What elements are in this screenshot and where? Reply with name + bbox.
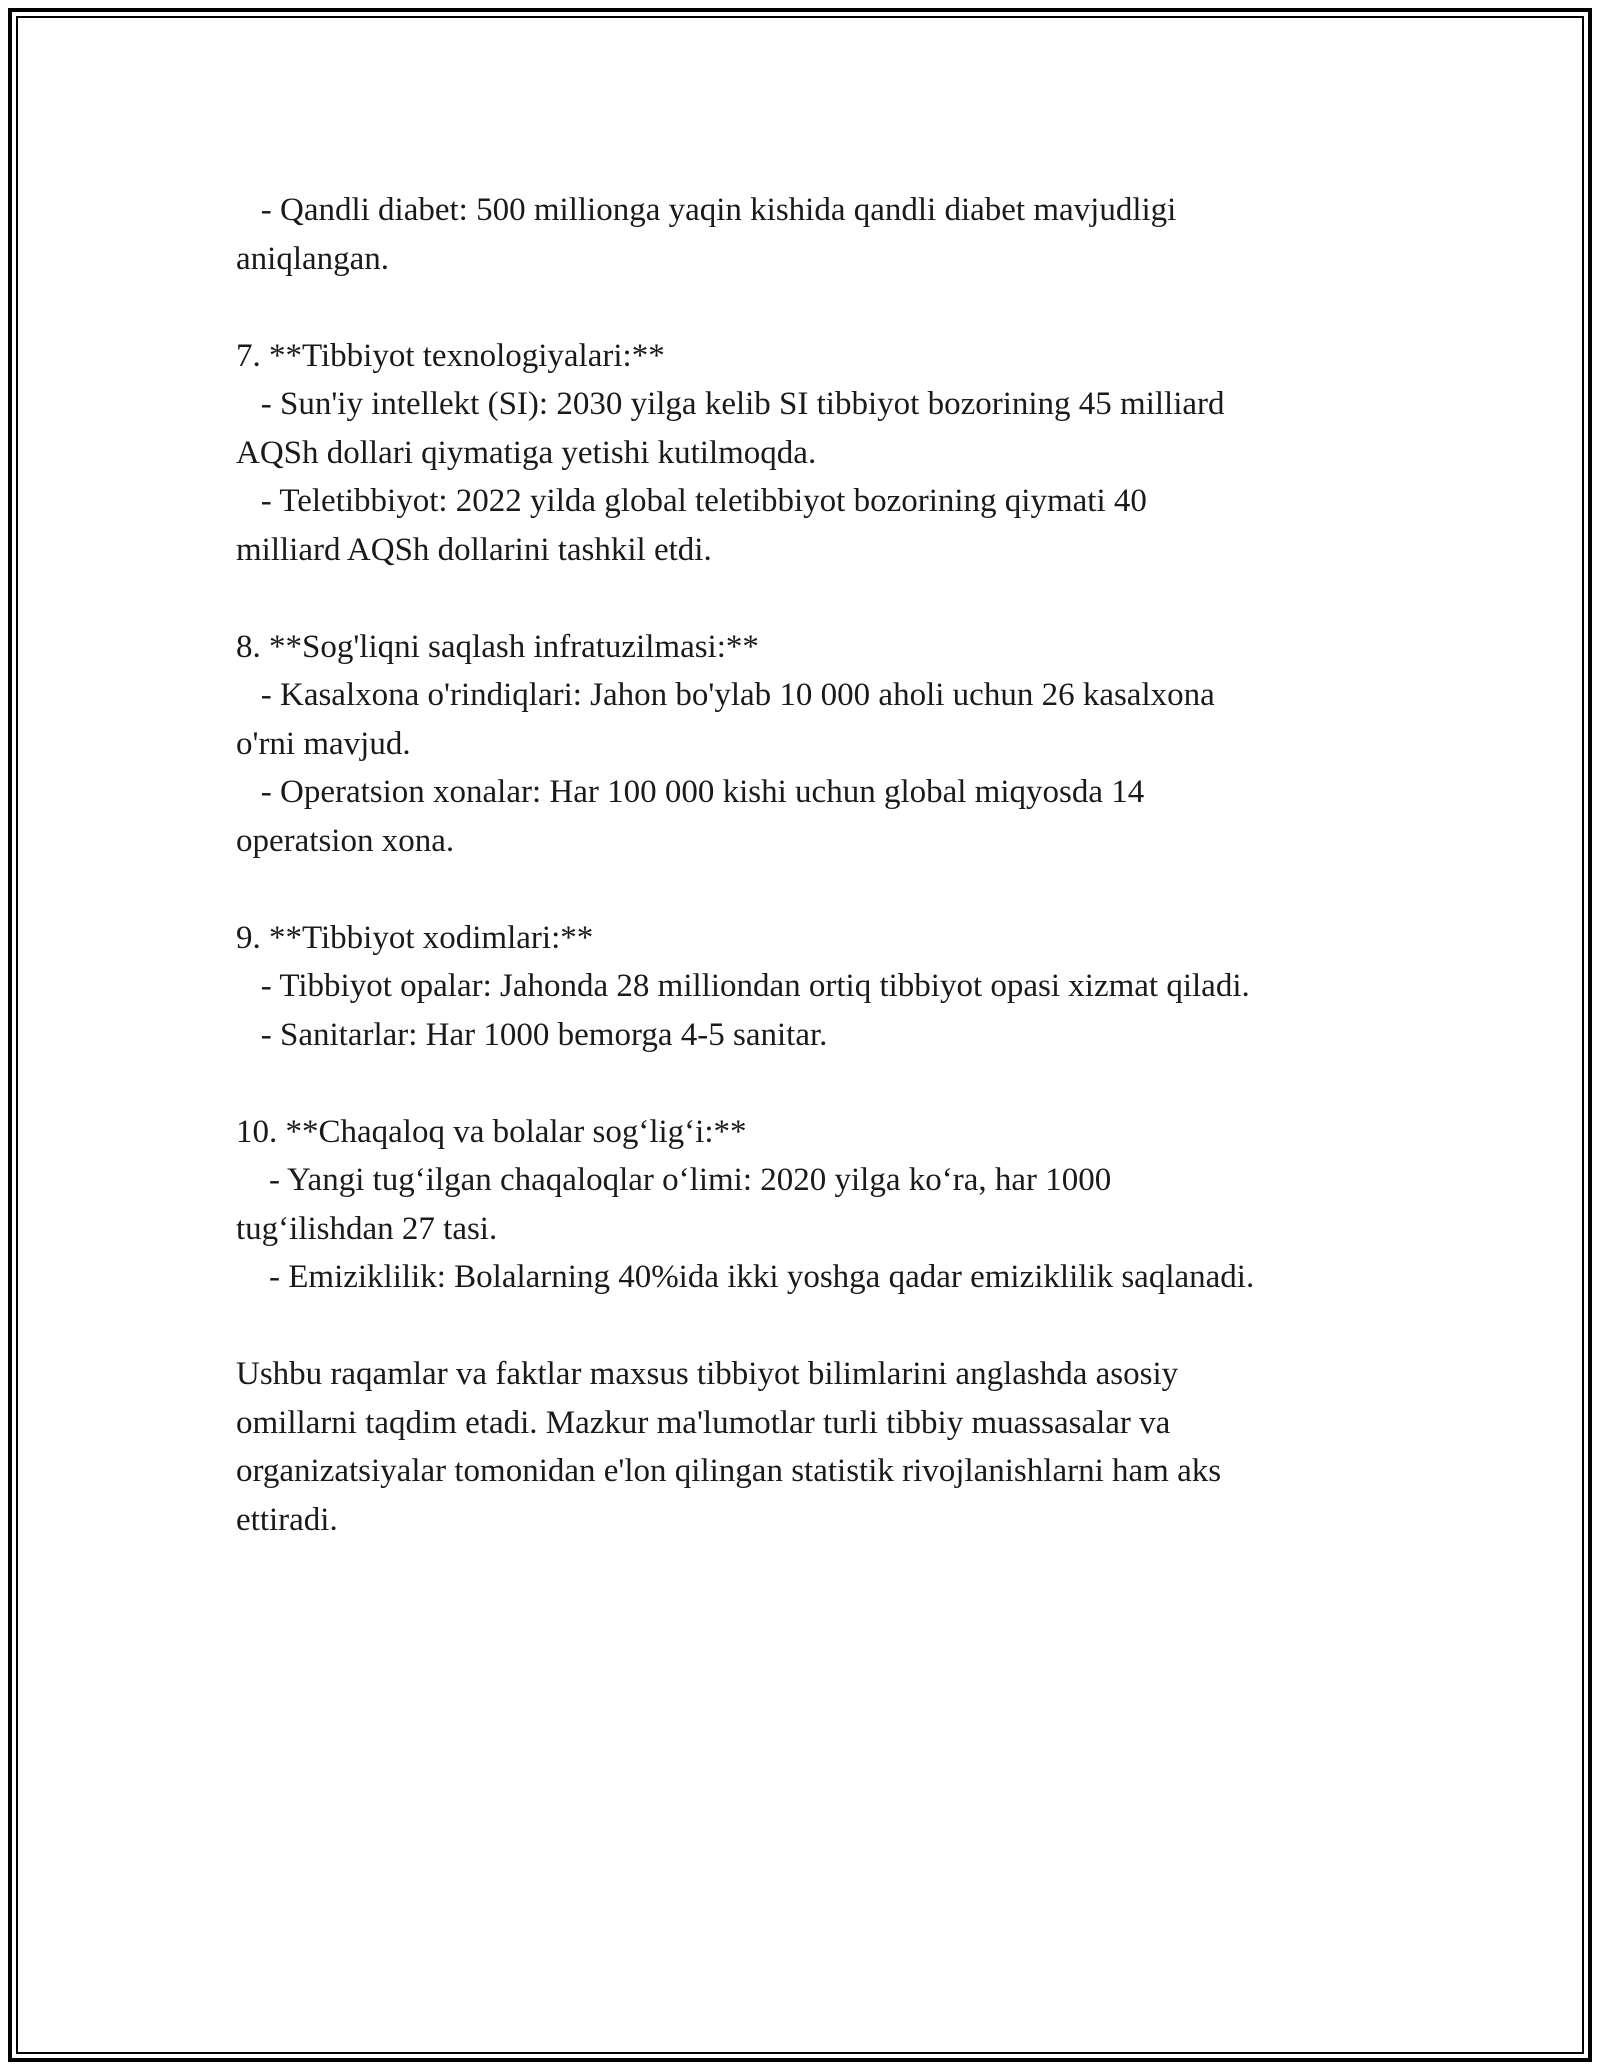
text-line: tug‘ilishdan 27 tasi. [236, 1210, 498, 1247]
text-line: organizatsiyalar tomonidan e'lon qilingan statistik rivojlanishlarni ham aks [236, 1453, 1222, 1489]
section-heading: 8. **Sog'liqni saqlash infratuzilmasi:** [236, 628, 759, 665]
paragraph-gap [236, 1059, 1416, 1108]
text-line: - Sanitarlar: Har 1000 bemorga 4-5 sanitar. [236, 1016, 828, 1053]
text-line: - Yangi tug‘ilgan chaqaloqlar o‘limi: 2020 yilga ko‘ra, har 1000 [236, 1162, 1112, 1198]
document-body [236, 186, 1416, 1544]
text-line: ettiradi. [236, 1501, 338, 1538]
text-line: operatsion xona. [236, 822, 455, 859]
text-line: - Tibbiyot opalar: Jahonda 28 milliondan ortiq tibbiyot opasi xizmat qiladi. [236, 968, 1250, 1004]
text-line: - Operatsion xonalar: Har 100 000 kishi uchun global miqyosda 14 [236, 774, 1145, 810]
section-heading: 10. **Chaqaloq va bolalar sog‘lig‘i:** [236, 1113, 747, 1150]
text-line: - Sun'iy intellekt (SI): 2030 yilga kelib SI tibbiyot bozorining 45 milliard [236, 386, 1225, 422]
paragraph-gap [236, 1302, 1416, 1351]
text-line: AQSh dollari qiymatiga yetishi kutilmoqda. [236, 434, 817, 471]
text-line: Ushbu raqamlar va faktlar maxsus tibbiyot bilimlarini anglashda asosiy [236, 1356, 1179, 1392]
section-heading: 7. **Tibbiyot texnologiyalari:** [236, 337, 665, 374]
text-line: omillarni taqdim etadi. Mazkur ma'lumotlar turli tibbiy muassasalar va [236, 1404, 1171, 1441]
text-line: - Teletibbiyot: 2022 yilda global teletibbiyot bozorining qiymati 40 [236, 483, 1147, 519]
paragraph-gap [236, 574, 1416, 623]
text-line: - Kasalxona o'rindiqlari: Jahon bo'ylab 10 000 aholi uchun 26 kasalxona [236, 677, 1215, 713]
paragraph-gap [236, 865, 1416, 914]
section-heading: 9. **Tibbiyot xodimlari:** [236, 919, 594, 956]
text-line: milliard AQSh dollarini tashkil etdi. [236, 531, 712, 568]
text-line: - Qandli diabet: 500 millionga yaqin kishida qandli diabet mavjudligi [236, 192, 1177, 228]
paragraph-gap [236, 283, 1416, 332]
text-line: aniqlangan. [236, 240, 390, 277]
text-line: o'rni mavjud. [236, 725, 411, 762]
text-line: - Emiziklilik: Bolalarning 40%ida ikki yoshga qadar emiziklilik saqlanadi. [236, 1259, 1255, 1295]
